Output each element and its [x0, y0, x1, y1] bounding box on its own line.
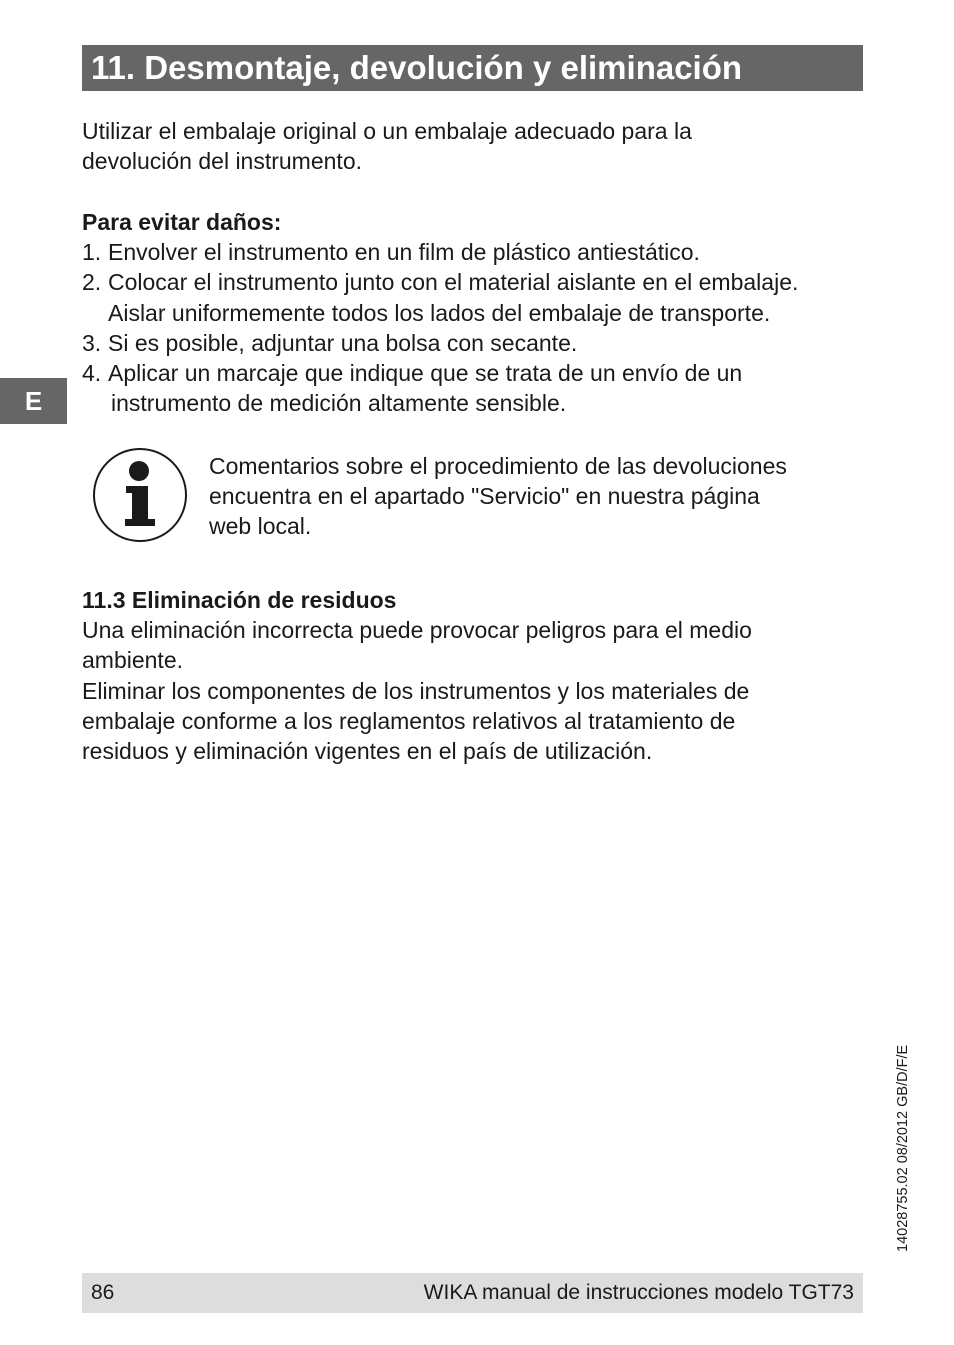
list-item-number: 3.: [82, 329, 102, 356]
disposal-line: embalaje conforme a los reglamentos relativos al tratamiento de: [82, 707, 736, 734]
list-item-number: 1.: [82, 239, 102, 266]
language-tab: E: [0, 378, 67, 424]
intro-line: devolución del instrumento.: [82, 148, 362, 175]
list-item-text: instrumento de medición altamente sensible.: [111, 390, 567, 417]
list-item: [82, 237, 872, 267]
list-item: [82, 328, 872, 358]
info-icon: [92, 447, 188, 543]
avoid-damage-heading: Para evitar daños:: [82, 209, 282, 235]
document-number: 14028755.02 08/2012 GB/D/F/E: [895, 1044, 911, 1252]
list-item: [82, 358, 872, 418]
list-item-text: Aislar uniformemente todos los lados del embalaje de transporte.: [108, 299, 771, 326]
list-item-text: Si es posible, adjuntar una bolsa con secante.: [108, 329, 578, 356]
list-item-number: 2.: [82, 269, 102, 296]
list-item-text: Envolver el instrumento en un film de plástico antiestático.: [108, 239, 700, 266]
info-note-line: encuentra en el apartado "Servicio" en nuestra página: [209, 483, 760, 510]
avoid-damage-section: [82, 207, 872, 418]
section-title-bar: [82, 45, 863, 91]
info-note-line: Comentarios sobre el procedimiento de las devoluciones: [209, 453, 787, 479]
info-note-line: web local.: [209, 513, 312, 540]
list-item-text: Aplicar un marcaje que indique que se trata de un envío de un: [108, 360, 743, 387]
disposal-line: ambiente.: [82, 647, 184, 674]
intro-line: Utilizar el embalaje original o un embalaje adecuado para la: [82, 118, 692, 144]
page-footer: [82, 1273, 863, 1313]
list-item-text: Colocar el instrumento junto con el material aislante en el embalaje.: [108, 269, 799, 296]
info-note: [209, 451, 859, 542]
list-item: [82, 267, 872, 327]
manual-title: WIKA manual de instrucciones modelo TGT73: [423, 1281, 854, 1304]
list-item-number: 4.: [82, 360, 102, 387]
disposal-heading: 11.3 Eliminación de residuos: [82, 587, 397, 613]
page-number: 86: [91, 1281, 115, 1304]
disposal-line: Eliminar los componentes de los instrumentos y los materiales de: [82, 677, 750, 704]
section-title: 11. Desmontaje, devolución y eliminación: [91, 49, 743, 86]
disposal-section: [82, 585, 872, 766]
disposal-line: residuos y eliminación vigentes en el país de utilización.: [82, 738, 653, 765]
disposal-line: Una eliminación incorrecta puede provocar peligros para el medio: [82, 617, 752, 644]
intro-paragraph: [82, 116, 872, 176]
